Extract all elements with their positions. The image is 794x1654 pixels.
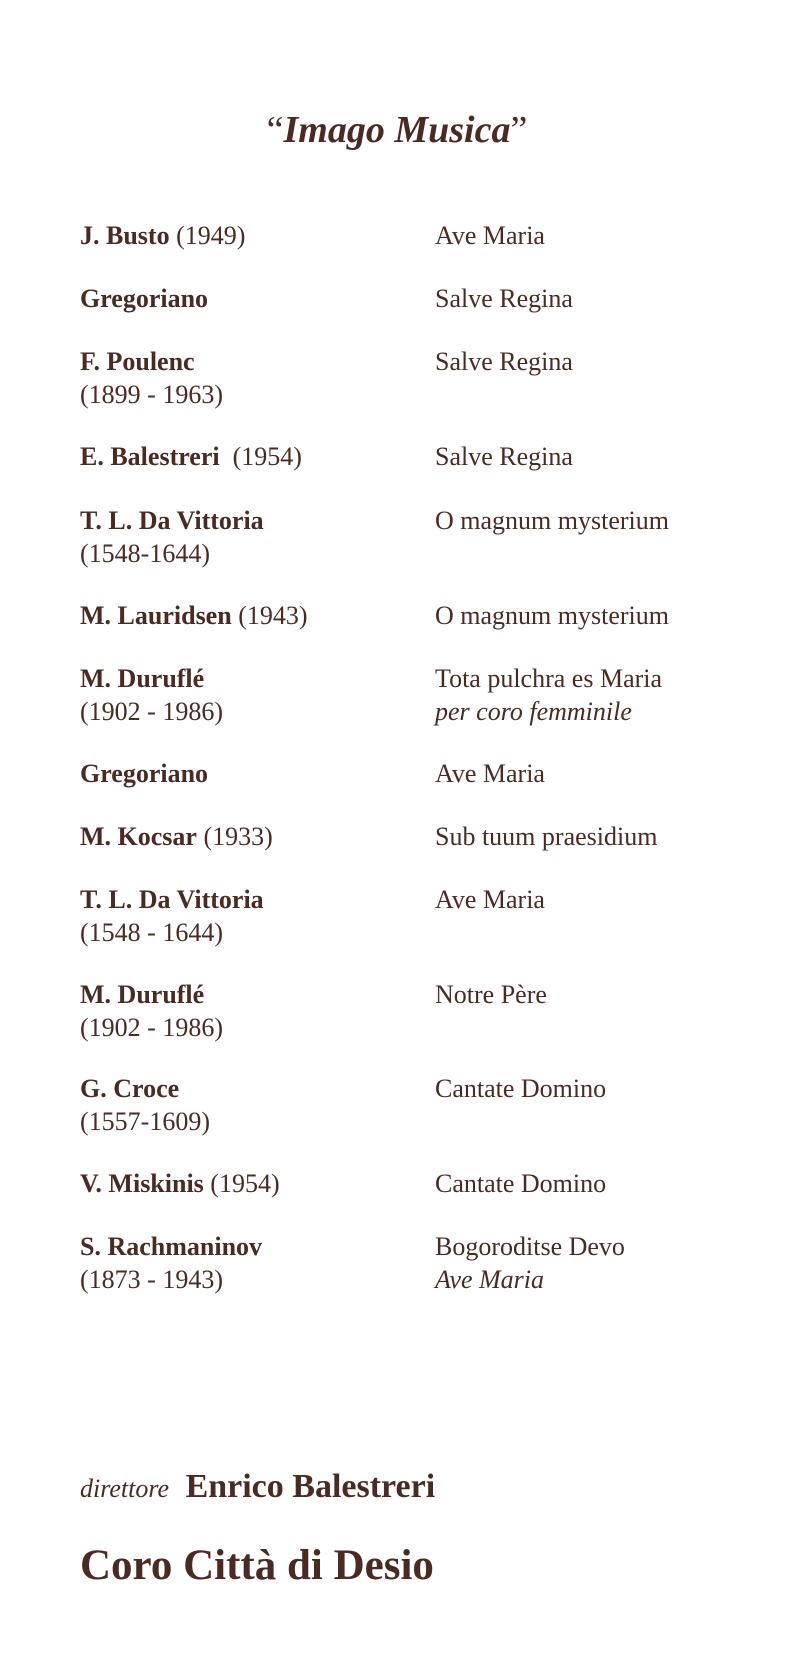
piece-title: Tota pulchra es Maria [435,664,663,693]
composer-years: (1933) [203,822,273,851]
piece-cell [435,599,735,632]
composer-name: M. Kocsar [80,822,197,851]
composer-name: J. Busto [80,221,170,250]
composer-name: M. Duruflé [80,980,205,1009]
composer-name: G. Croce [80,1074,180,1103]
director-label: direttore [80,1474,170,1503]
composer-years: (1548 - 1644) [80,918,223,947]
composer-cell [80,883,430,949]
piece-title: O magnum mysterium [435,601,669,630]
piece-title: Cantate Domino [435,1169,607,1198]
composer-years: (1949) [176,221,246,250]
composer-years: (1902 - 1986) [80,1013,223,1042]
piece-note: per coro femminile [435,697,632,726]
composer-years: (1548-1644) [80,539,210,568]
composer-cell [80,820,430,853]
piece-title: O magnum mysterium [435,506,669,535]
piece-cell [435,345,735,378]
title-open-quote: “ [266,109,284,151]
composer-name: E. Balestreri [80,442,220,471]
piece-title: Notre Père [435,980,547,1009]
piece-title: Ave Maria [435,759,545,788]
composer-cell [80,1072,430,1138]
piece-cell [435,662,735,728]
piece-title: Salve Regina [435,442,573,471]
piece-cell [435,440,735,473]
piece-title: Salve Regina [435,347,573,376]
piece-cell [435,1167,735,1200]
piece-title: Ave Maria [435,885,545,914]
composer-cell [80,662,430,728]
composer-cell [80,345,430,411]
piece-title: Salve Regina [435,284,573,313]
composer-cell [80,440,430,473]
composer-years: (1557-1609) [80,1107,210,1136]
piece-title: Bogoroditse Devo [435,1232,625,1261]
piece-cell [435,820,735,853]
composer-name: T. L. Da Vittoria [80,506,264,535]
composer-cell [80,978,430,1044]
composer-name: Gregoriano [80,284,209,313]
composer-name: T. L. Da Vittoria [80,885,264,914]
composer-cell [80,599,430,632]
composer-years: (1943) [238,601,308,630]
composer-cell [80,757,430,790]
title-text: Imago Musica [283,109,511,151]
composer-years: (1954) [210,1169,280,1198]
title-close-quote: ” [510,109,528,151]
composer-name: S. Rachmaninov [80,1232,263,1261]
piece-cell [435,219,735,252]
director-line [80,1465,435,1511]
piece-title: Cantate Domino [435,1074,607,1103]
piece-note: Ave Maria [435,1265,545,1294]
composer-years: (1902 - 1986) [80,697,223,726]
concert-title [0,100,794,160]
piece-cell [435,1072,735,1105]
composer-name: V. Miskinis [80,1169,204,1198]
composer-cell [80,282,430,315]
choir-name: Coro Città di Desio [80,1542,434,1589]
composer-name: M. Duruflé [80,664,205,693]
composer-name: M. Lauridsen [80,601,232,630]
composer-name: Gregoriano [80,759,209,788]
piece-cell [435,1230,735,1296]
composer-cell [80,504,430,570]
piece-cell [435,504,735,537]
composer-years: (1873 - 1943) [80,1265,223,1294]
piece-cell [435,282,735,315]
director-name: Enrico Balestreri [185,1468,436,1505]
piece-cell [435,883,735,916]
composer-years: (1954) [232,442,302,471]
piece-cell [435,757,735,790]
piece-title: Sub tuum praesidium [435,822,658,851]
piece-cell [435,978,735,1011]
composer-cell [80,1167,430,1200]
composer-years: (1899 - 1963) [80,380,223,409]
piece-title: Ave Maria [435,221,545,250]
composer-cell [80,219,430,252]
composer-name: F. Poulenc [80,347,195,376]
composer-cell [80,1230,430,1296]
